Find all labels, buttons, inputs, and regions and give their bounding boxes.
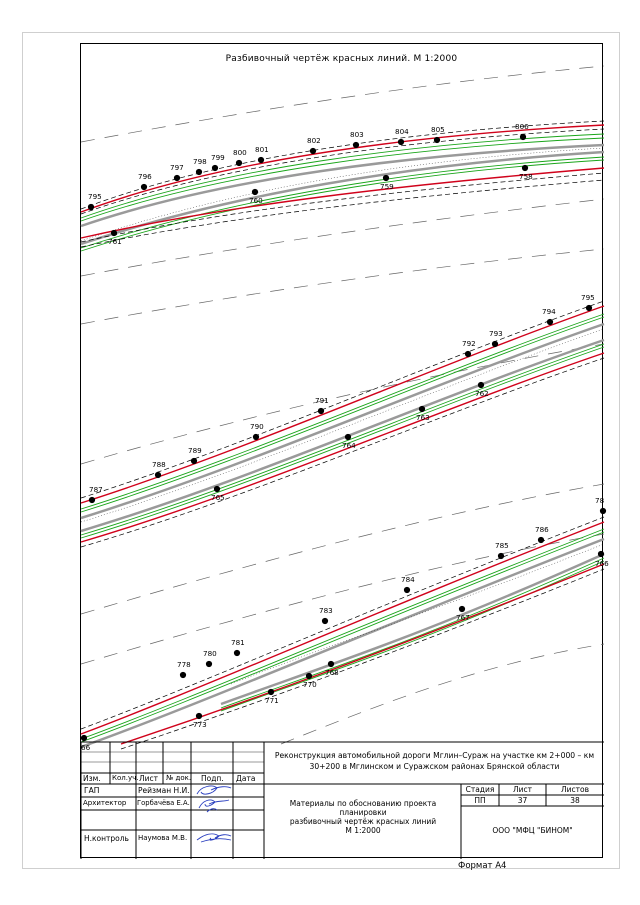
picket-point — [538, 537, 544, 543]
picket-point — [214, 486, 220, 492]
picket-label: 783 — [319, 606, 333, 615]
picket-label: 766 — [595, 559, 609, 568]
picket-point — [322, 618, 328, 624]
name-gap: Рейзман Н.И. — [138, 786, 190, 795]
picket-label: 792 — [462, 339, 476, 348]
picket-point — [465, 351, 471, 357]
picket-label: 789 — [188, 446, 202, 455]
picket-point — [345, 434, 351, 440]
picket-point — [253, 434, 259, 440]
picket-label: 804 — [395, 127, 409, 136]
picket-point — [88, 204, 94, 210]
picket-point — [459, 606, 465, 612]
picket-label: 788 — [152, 460, 166, 469]
picket-label: 764 — [342, 441, 356, 450]
picket-label: 786 — [535, 525, 549, 534]
picket-label: 805 — [431, 125, 445, 134]
picket-label: 759 — [380, 182, 394, 191]
picket-label: 793 — [489, 329, 503, 338]
role-architect: Архитектор — [83, 799, 127, 807]
header-count: Кол.уч. — [112, 774, 139, 782]
picket-point — [141, 184, 147, 190]
sheets-label: Листов — [560, 785, 589, 794]
picket-label: 802 — [307, 136, 321, 145]
picket-label: 794 — [542, 307, 556, 316]
picket-point — [234, 650, 240, 656]
role-control: Н.контроль — [84, 834, 129, 843]
name-control: Наумова М.В. — [138, 834, 188, 842]
header-sign: Подп. — [201, 774, 224, 783]
picket-point — [258, 157, 264, 163]
picket-label: 778 — [177, 660, 191, 669]
drawing-frame — [80, 43, 609, 858]
picket-label: 803 — [350, 130, 364, 139]
picket-point — [398, 139, 404, 145]
picket-point — [306, 673, 312, 679]
picket-point — [383, 175, 389, 181]
picket-point — [520, 134, 526, 140]
picket-point — [498, 553, 504, 559]
picket-label: 799 — [211, 153, 225, 162]
picket-point — [206, 661, 212, 667]
picket-label: 762 — [475, 389, 489, 398]
picket-point — [196, 169, 202, 175]
picket-label: 784 — [401, 575, 415, 584]
picket-label: 763 — [416, 413, 430, 422]
picket-label: 771 — [265, 696, 279, 705]
name-architect: Горбачёва Е.А. — [137, 799, 190, 807]
header-change: Изм. — [83, 774, 101, 783]
picket-point — [434, 137, 440, 143]
signature-gap — [197, 786, 231, 794]
drawing-title: Разбивочный чертёж красных линий. М 1:2000 — [225, 54, 458, 64]
role-gap: ГАП — [84, 786, 100, 795]
picket-label: 798 — [193, 157, 207, 166]
picket-point — [268, 689, 274, 695]
picket-point — [212, 165, 218, 171]
picket-point — [353, 142, 359, 148]
picket-label: 770 — [303, 680, 317, 689]
picket-point — [236, 160, 242, 166]
sheet-label: Лист — [512, 785, 532, 794]
picket-label: 800 — [233, 148, 247, 157]
picket-label: 801 — [255, 145, 269, 154]
road-bottom — [81, 517, 604, 749]
picket-point — [191, 458, 197, 464]
picket-point — [586, 305, 592, 311]
format-label: Формат А4 — [458, 861, 507, 871]
picket-point — [492, 341, 498, 347]
road-top — [81, 121, 604, 251]
picket-label: 791 — [315, 396, 329, 405]
picket-point — [522, 165, 528, 171]
picket-label: 760 — [249, 196, 263, 205]
picket-label: 790 — [250, 422, 264, 431]
picket-label: 795 — [581, 293, 595, 302]
title-block — [81, 742, 604, 859]
picket-point — [174, 175, 180, 181]
stage-label: Стадия — [465, 785, 495, 794]
picket-point — [404, 587, 410, 593]
picket-point — [547, 319, 553, 325]
doc-line-2: планировки — [339, 808, 387, 817]
header-sheet: Лист — [139, 774, 159, 783]
sheets-value: 38 — [570, 796, 580, 805]
picket-label: 796 — [138, 172, 152, 181]
project-title: Реконструкция автомобильной дороги Мглин–Сураж на участке км 2+000 – км 30+200 в Мглинском и Суражском районах Брянской области — [274, 751, 595, 771]
picket-markers — [81, 122, 609, 752]
road-plan — [81, 44, 609, 752]
doc-line-3: разбивочный чертёж красных линий — [289, 817, 437, 826]
picket-label: 785 — [495, 541, 509, 550]
picket-label: 767 — [456, 613, 470, 622]
doc-line-4: М 1:2000 — [345, 826, 381, 835]
picket-label: 806 — [515, 122, 529, 131]
picket-label: 765 — [211, 493, 225, 502]
picket-point — [155, 472, 161, 478]
picket-point — [81, 735, 87, 741]
picket-label: 781 — [231, 638, 245, 647]
picket-label: 66 — [81, 743, 91, 752]
header-date: Дата — [236, 774, 256, 783]
sheet-value: 37 — [517, 796, 528, 805]
picket-point — [310, 148, 316, 154]
picket-point — [111, 230, 117, 236]
picket-point — [89, 497, 95, 503]
road-middle — [81, 301, 604, 547]
picket-point — [318, 408, 324, 414]
company-name: ООО "МФЦ "БИНОМ" — [492, 826, 573, 835]
picket-point — [598, 551, 604, 557]
picket-point — [328, 661, 334, 667]
picket-point — [600, 508, 606, 514]
picket-label: 797 — [170, 163, 184, 172]
doc-line-1: Материалы по обоснованию проекта — [289, 799, 437, 808]
picket-label: 768 — [325, 668, 339, 677]
picket-label: 787 — [89, 485, 103, 494]
stage-value: ПП — [474, 796, 486, 805]
picket-label: 761 — [108, 237, 122, 246]
picket-label: 758 — [519, 172, 533, 181]
picket-label: 78 — [595, 496, 605, 505]
picket-point — [252, 189, 258, 195]
picket-label: 780 — [203, 649, 217, 658]
picket-point — [196, 713, 202, 719]
signature-control — [197, 834, 231, 842]
picket-point — [478, 382, 484, 388]
picket-label: 795 — [88, 192, 102, 201]
picket-label: 773 — [193, 720, 207, 729]
picket-point — [419, 406, 425, 412]
picket-point — [180, 672, 186, 678]
header-doc: № док. — [166, 774, 192, 782]
